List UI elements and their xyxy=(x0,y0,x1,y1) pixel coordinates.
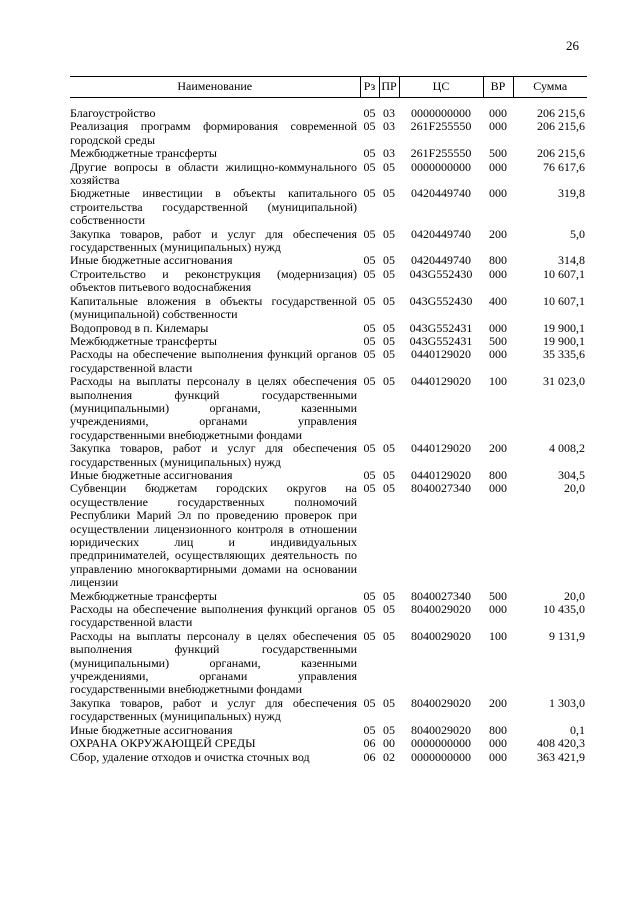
table-row xyxy=(70,442,587,469)
row-vr: 000 xyxy=(489,347,507,362)
table-row xyxy=(70,348,587,375)
row-name: Строительство и реконструкция (модернизация) объектов питьевого водоснабжения xyxy=(70,266,357,295)
row-vr: 000 xyxy=(489,159,507,174)
row-vr: 000 xyxy=(489,106,507,120)
row-vr: 800 xyxy=(489,253,507,268)
row-rz: 05 xyxy=(363,481,376,496)
row-vr: 000 xyxy=(489,186,507,201)
row-vr: 000 xyxy=(489,266,507,281)
row-pr: 05 xyxy=(383,695,395,710)
row-rz: 05 xyxy=(363,106,376,120)
table-row xyxy=(70,482,587,589)
table-row xyxy=(70,751,587,764)
row-name: Другие вопросы в области жилищно-коммунального хозяйства xyxy=(70,159,357,188)
row-cs: 8040027340 xyxy=(411,588,471,603)
row-rz: 05 xyxy=(363,722,376,737)
header-pr: ПР xyxy=(379,77,399,98)
page-number: 26 xyxy=(566,38,579,53)
row-pr: 02 xyxy=(383,749,395,764)
row-vr: 800 xyxy=(489,722,507,737)
table-row xyxy=(70,228,587,255)
row-name: Закупка товаров, работ и услуг для обеспечения государственных (муниципальных) нужд xyxy=(70,441,357,469)
row-sum: 206 215,6 xyxy=(537,146,585,161)
row-name: Межбюджетные трансферты xyxy=(70,146,217,161)
row-rz: 05 xyxy=(363,628,376,643)
row-rz: 05 xyxy=(363,253,376,268)
row-vr: 400 xyxy=(489,293,507,308)
row-pr: 05 xyxy=(383,186,395,201)
row-pr: 05 xyxy=(383,441,395,456)
row-name: Иные бюджетные ассигнования xyxy=(70,722,233,737)
row-cs: 0440129020 xyxy=(411,347,471,362)
row-cs: 8040029020 xyxy=(411,602,471,617)
row-cs: 261F255550 xyxy=(410,146,472,161)
row-pr: 05 xyxy=(383,628,395,643)
table-row xyxy=(70,295,587,322)
row-cs: 0000000000 xyxy=(411,736,471,751)
header-name: Наименование xyxy=(70,77,360,98)
row-pr: 05 xyxy=(383,226,395,241)
row-sum: 10 607,1 xyxy=(543,266,585,281)
table-row xyxy=(70,697,587,724)
table-row xyxy=(70,161,587,188)
row-vr: 000 xyxy=(489,320,507,335)
row-name: Бюджетные инвестиции в объекты капитального строительства государственной (муниципальной) собственности xyxy=(70,186,357,228)
table-row xyxy=(70,254,587,267)
row-rz: 05 xyxy=(363,226,376,241)
table-row xyxy=(70,590,587,603)
table-row xyxy=(70,120,587,147)
row-pr: 05 xyxy=(383,320,395,335)
header-vr: ВР xyxy=(483,77,513,98)
row-sum: 9 131,9 xyxy=(549,628,585,643)
row-rz: 06 xyxy=(363,749,376,764)
row-pr: 05 xyxy=(383,588,395,603)
row-rz: 05 xyxy=(363,119,376,134)
row-cs: 8040029020 xyxy=(411,695,471,710)
row-cs: 0000000000 xyxy=(411,749,471,764)
row-cs: 8040029020 xyxy=(411,722,471,737)
row-pr: 05 xyxy=(383,602,395,617)
row-vr: 000 xyxy=(489,602,507,617)
row-rz: 05 xyxy=(363,602,376,617)
table-row xyxy=(70,469,587,482)
row-sum: 363 421,9 xyxy=(537,749,585,764)
row-cs: 8040027340 xyxy=(411,481,471,496)
row-sum: 314,8 xyxy=(558,253,585,268)
row-cs: 0440129020 xyxy=(411,441,471,456)
row-cs: 0420449740 xyxy=(411,186,471,201)
row-pr: 05 xyxy=(383,266,395,281)
row-name: Капитальные вложения в объекты государственной (муниципальной) собственности xyxy=(70,293,357,322)
row-rz: 05 xyxy=(363,347,376,362)
row-cs: 0420449740 xyxy=(411,226,471,241)
row-name: Закупка товаров, работ и услуг для обеспечения государственных (муниципальных) нужд xyxy=(70,226,357,255)
table-row xyxy=(70,724,587,737)
table-row xyxy=(70,268,587,295)
row-sum: 206 215,6 xyxy=(537,106,585,120)
row-sum: 31 023,0 xyxy=(543,374,585,389)
row-rz: 06 xyxy=(363,736,376,751)
row-sum: 4 008,2 xyxy=(549,441,585,456)
row-vr: 200 xyxy=(489,695,507,710)
row-pr: 05 xyxy=(383,374,395,389)
row-cs: 0440129020 xyxy=(411,374,471,389)
row-vr: 100 xyxy=(489,374,507,389)
row-pr: 03 xyxy=(383,146,395,161)
row-pr: 05 xyxy=(383,293,395,308)
row-rz: 05 xyxy=(363,374,376,389)
table-header-row xyxy=(70,77,587,98)
row-vr: 200 xyxy=(489,226,507,241)
row-pr: 00 xyxy=(383,736,395,751)
row-sum: 10 435,0 xyxy=(543,602,585,617)
row-sum: 319,8 xyxy=(558,186,585,201)
table-row xyxy=(70,335,587,348)
row-cs: 261F255550 xyxy=(410,119,472,134)
header-cs: ЦС xyxy=(399,77,483,98)
row-name: Реализация программ формирования современной городской среды xyxy=(70,119,357,147)
row-pr: 05 xyxy=(383,253,395,268)
row-name: Благоустройство xyxy=(70,106,156,120)
row-pr: 05 xyxy=(383,481,395,496)
row-sum: 5,0 xyxy=(570,226,585,241)
row-pr: 05 xyxy=(383,467,395,482)
row-name: Межбюджетные трансферты xyxy=(70,588,217,603)
row-sum: 19 900,1 xyxy=(543,333,585,348)
row-vr: 200 xyxy=(489,441,507,456)
row-vr: 000 xyxy=(489,736,507,751)
table-row xyxy=(70,187,587,227)
table-row xyxy=(70,603,587,630)
row-name: Иные бюджетные ассигнования xyxy=(70,467,233,482)
row-rz: 05 xyxy=(363,266,376,281)
row-name: Иные бюджетные ассигнования xyxy=(70,253,233,268)
header-rz: Рз xyxy=(360,77,379,98)
row-sum: 206 215,6 xyxy=(537,119,585,134)
row-rz: 05 xyxy=(363,159,376,174)
row-rz: 05 xyxy=(363,320,376,335)
row-rz: 05 xyxy=(363,695,376,710)
row-name: Расходы на выплаты персоналу в целях обеспечения выполнения функций государственными (муниципальными) органами, казенными учреждениями, органами управления государственными внебюджетными фондами xyxy=(70,628,357,697)
row-sum: 1 303,0 xyxy=(549,695,585,710)
row-sum: 20,0 xyxy=(564,588,585,603)
row-cs: 8040029020 xyxy=(411,628,471,643)
row-vr: 800 xyxy=(489,467,507,482)
row-name: Расходы на обеспечение выполнения функций органов государственной власти xyxy=(70,347,357,375)
row-pr: 03 xyxy=(383,119,395,134)
row-vr: 000 xyxy=(489,749,507,764)
row-pr: 05 xyxy=(383,722,395,737)
row-name: Расходы на выплаты персоналу в целях обеспечения выполнения функций государственными (муниципальными) органами, казенными учреждениями, органами управления государственными внебюджетными фондами xyxy=(70,374,357,442)
table-row xyxy=(70,737,587,750)
row-sum: 76 617,6 xyxy=(543,159,585,174)
row-rz: 05 xyxy=(363,441,376,456)
budget-table xyxy=(70,76,587,764)
table-row xyxy=(70,322,587,335)
row-sum: 19 900,1 xyxy=(543,320,585,335)
row-rz: 05 xyxy=(363,186,376,201)
row-cs: 043G552431 xyxy=(409,333,473,348)
row-vr: 500 xyxy=(489,146,507,161)
row-cs: 043G552430 xyxy=(409,293,473,308)
row-pr: 03 xyxy=(383,106,395,120)
table-row xyxy=(70,107,587,120)
row-rz: 05 xyxy=(363,588,376,603)
table-row xyxy=(70,375,587,442)
row-vr: 000 xyxy=(489,481,507,496)
row-name: Закупка товаров, работ и услуг для обеспечения государственных (муниципальных) нужд xyxy=(70,695,357,724)
row-rz: 05 xyxy=(363,146,376,161)
row-sum: 20,0 xyxy=(564,481,585,496)
row-name: Межбюджетные трансферты xyxy=(70,333,217,348)
row-cs: 0000000000 xyxy=(411,106,471,120)
row-pr: 05 xyxy=(383,159,395,174)
row-sum: 304,5 xyxy=(558,467,585,482)
row-name: ОХРАНА ОКРУЖАЮЩЕЙ СРЕДЫ xyxy=(70,736,256,751)
row-name: Субвенции бюджетам городских округов на осуществление государственных полномочий Республики Марий Эл по проведению проверок при осуществлении лицензионного контроля в отношении юридических лиц и индивидуальных предпринимателей, осуществляющих деятельность по управлению многоквартирными домами на основании лицензии xyxy=(70,481,357,590)
row-cs: 043G552431 xyxy=(409,320,473,335)
row-sum: 10 607,1 xyxy=(543,293,585,308)
row-vr: 500 xyxy=(489,333,507,348)
row-rz: 05 xyxy=(363,467,376,482)
row-rz: 05 xyxy=(363,333,376,348)
row-sum: 0,1 xyxy=(570,722,585,737)
row-pr: 05 xyxy=(383,333,395,348)
row-rz: 05 xyxy=(363,293,376,308)
row-cs: 0440129020 xyxy=(411,467,471,482)
table-row xyxy=(70,147,587,160)
row-sum: 35 335,6 xyxy=(543,347,585,362)
row-cs: 0000000000 xyxy=(411,159,471,174)
row-vr: 100 xyxy=(489,628,507,643)
row-name: Расходы на обеспечение выполнения функций органов государственной власти xyxy=(70,602,357,630)
row-cs: 0420449740 xyxy=(411,253,471,268)
table-row xyxy=(70,630,587,697)
row-pr: 05 xyxy=(383,347,395,362)
header-sum: Сумма xyxy=(513,77,587,98)
table-body xyxy=(70,98,587,764)
row-name: Сбор, удаление отходов и очистка сточных вод xyxy=(70,749,310,764)
row-cs: 043G552430 xyxy=(409,266,473,281)
row-vr: 000 xyxy=(489,119,507,134)
row-name: Водопровод в п. Килемары xyxy=(70,320,209,335)
row-vr: 500 xyxy=(489,588,507,603)
row-sum: 408 420,3 xyxy=(537,736,585,751)
